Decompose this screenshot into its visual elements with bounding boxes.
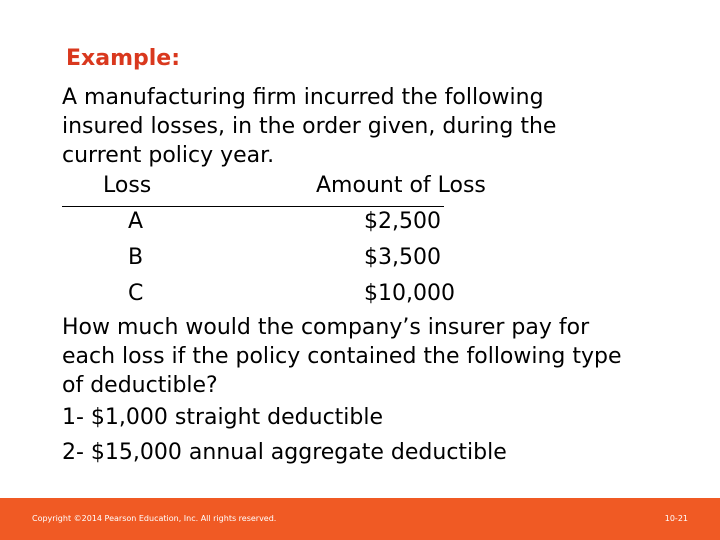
copyright-text: Copyright ©2014 Pearson Education, Inc. All rights reserved. xyxy=(32,514,277,523)
header-amount: Amount of Loss xyxy=(316,173,486,198)
list-item: 2- $15,000 annual aggregate deductible xyxy=(62,440,507,465)
loss-cell: B xyxy=(128,245,144,270)
table-row xyxy=(0,245,720,275)
question-paragraph: How much would the company’s insurer pay for each loss if the policy contained the following type of deductible? xyxy=(62,315,622,398)
table-row xyxy=(0,281,720,311)
amount-cell: $3,500 xyxy=(364,245,441,270)
amount-cell: $2,500 xyxy=(364,209,441,234)
slide-heading: Example: xyxy=(66,46,180,71)
header-loss: Loss xyxy=(103,173,152,198)
table-header xyxy=(0,173,720,203)
table-rule xyxy=(62,206,444,207)
amount-cell: $10,000 xyxy=(364,281,455,306)
intro-paragraph: A manufacturing firm incurred the following insured losses, in the order given, during the current policy year. xyxy=(62,85,557,168)
loss-cell: A xyxy=(128,209,144,234)
table-row xyxy=(0,209,720,239)
loss-cell: C xyxy=(128,281,144,306)
footer-bar xyxy=(0,498,720,540)
page-number: 10-21 xyxy=(664,514,688,523)
list-item: 1- $1,000 straight deductible xyxy=(62,405,384,430)
